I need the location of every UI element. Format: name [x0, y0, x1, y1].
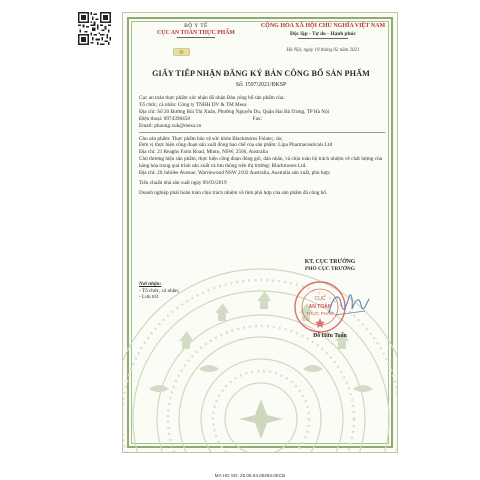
file-code: MA HO SO: 20.05.04.00294.0KCB: [214, 473, 286, 478]
signature-block: [271, 259, 389, 272]
commitment-line: Doanh nghiệp phải hoàn toàn chịu trách nhiệm về tính phù hợp của sản phẩm đã công bố.: [139, 189, 328, 196]
seal-text-bot: THỰC PHẨM: [306, 311, 334, 316]
qr-code-icon: [78, 12, 111, 45]
header-left: [137, 23, 255, 38]
intro-line: Cục an toàn thực phẩm xác nhận đã nhận Bản công bố sản phẩm của:: [139, 95, 285, 101]
standard-line: Tiêu chuẩn nhà sản xuất ngày 09/03/2019: [139, 179, 227, 186]
email-line: Email: phuong.xuk@mesa.vn: [139, 122, 202, 129]
maker-address-line: Địa chỉ: 21 Reaghs Farm Road, Minto, NSW, 2566, Australia: [139, 149, 268, 156]
signer-name: Đỗ Hữu Tuấn: [313, 333, 347, 339]
fax-label: Fax:: [252, 115, 263, 122]
national-motto: Độc lập - Tự do - Hạnh phúc: [290, 31, 356, 37]
address-line: Địa chỉ: Số 20 Đường Bùi Thị Xuân, Phường Nguyễn Du, Quận Hai Bà Trưng, TP Hà Nội: [139, 108, 330, 115]
signer-role: KT. CỤC TRƯỞNG: [304, 259, 356, 265]
product-line: Cho sản phẩm: Thực phẩm bảo vệ sức khỏe Blackmores Folate;; do;: [139, 135, 283, 142]
maker-unit-line: Đơn vị thực hiện công đoạn sản xuất đóng bao chế của sản phẩm: Lipa Pharmaceuticals Ltd: [139, 142, 333, 149]
body-divider: [139, 132, 385, 133]
header-underline: [298, 38, 348, 39]
owner-address-line: Địa chỉ: 20 Jubilee Avenue, Warriewood NSW 2102 Australia, Australia sản xuất, phù hợp:: [139, 170, 331, 177]
handwritten-signature: [325, 289, 373, 319]
recipient-item: - Tổ chức, cá nhân;: [139, 287, 180, 294]
agency-logo-icon: [173, 48, 190, 56]
seal-text-mid: AN TOÀN: [308, 304, 332, 310]
document-page: [122, 12, 398, 453]
bronze-drum-pattern: [122, 249, 398, 453]
org-line: Tổ chức, cá nhân: Công ty TNHH DV & TM Mesa: [139, 101, 247, 108]
recipients-block: [139, 281, 239, 301]
phone-line: [139, 116, 385, 123]
ministry-name: BỘ Y TẾ: [184, 23, 208, 29]
phone-value: Điện thoại: 0974398458: [139, 115, 191, 122]
header-right: [253, 23, 393, 39]
document-body: [139, 95, 385, 197]
owner-line: Chủ thương hiệu sản phẩm, thực hiện công đoạn đóng gói, dán nhãn, và chịu toàn bộ trách nhiệm về chất lượng của hàng hóa trong quá trình sản xuất và lưu thông trên thị trường: Blackmores Ltd.: [139, 156, 383, 170]
issue-date: Hà Nội, ngày 19 tháng 02 năm 2021: [286, 48, 360, 53]
agency-name: CỤC AN TOÀN THỰC PHẨM: [157, 30, 235, 36]
country-name: CỘNG HÒA XÃ HỘI CHỦ NGHĨA VIỆT NAM: [260, 23, 386, 29]
signer-deputy-role: PHÓ CỤC TRƯỞNG: [304, 266, 355, 272]
recipient-item: - Lưu trữ.: [139, 294, 160, 301]
header-underline: [177, 37, 215, 38]
document-number: Số: 1597/2021/ĐKSP: [235, 82, 287, 88]
seal-text-top: CỤC: [314, 296, 326, 302]
recipients-title: Nơi nhận:: [139, 281, 162, 287]
document-title: GIẤY TIẾP NHẬN ĐĂNG KÝ BẢN CÔNG BỐ SẢN PHẨM: [152, 69, 370, 78]
